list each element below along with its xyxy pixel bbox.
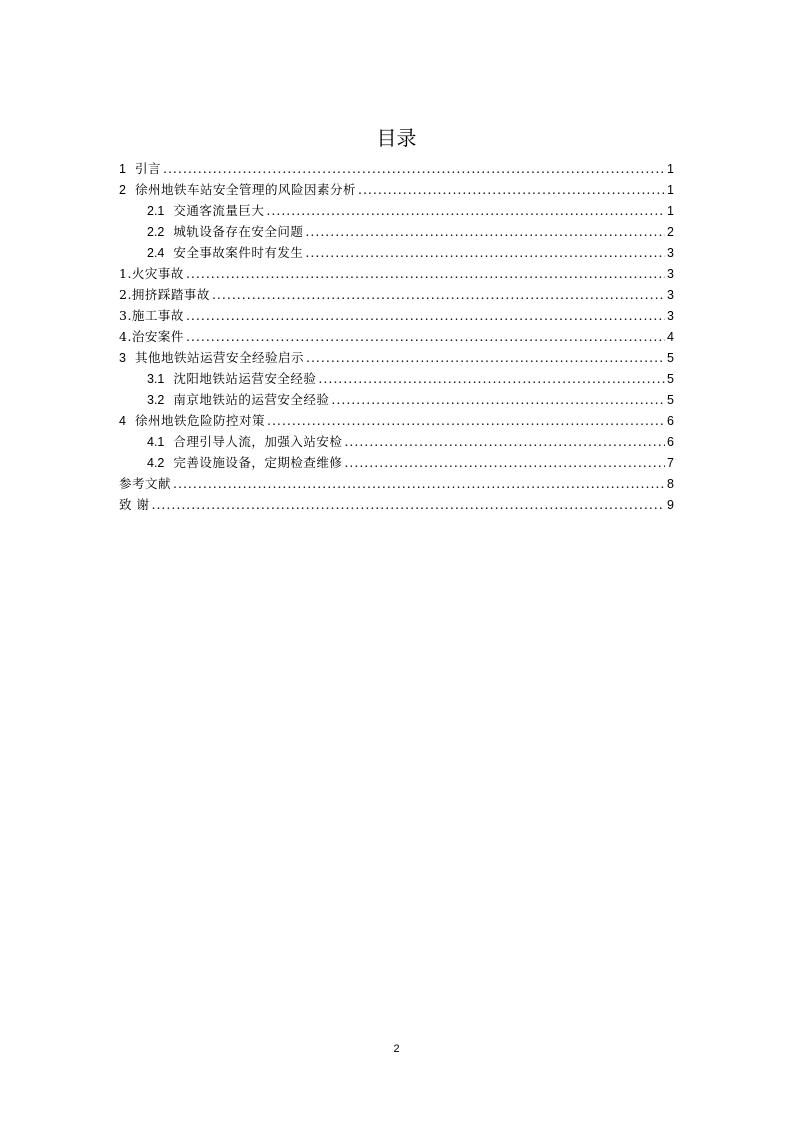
toc-entry[interactable] [147, 201, 674, 221]
toc-entry[interactable] [119, 495, 674, 515]
toc-entry-page: 1 [667, 162, 674, 176]
toc-entry-number: 2.1 [147, 204, 165, 218]
toc-entry-number: 3.1 [147, 372, 165, 386]
toc-entry-page: 5 [667, 372, 674, 386]
dot-leader [186, 264, 665, 284]
toc-entry-text: 1.火灾事故 [119, 266, 184, 281]
dot-leader [358, 180, 665, 200]
dot-leader [267, 411, 665, 431]
dot-leader [344, 432, 665, 452]
toc-entry-text: 3.施工事故 [119, 308, 184, 323]
dot-leader [212, 285, 665, 305]
dot-leader [305, 243, 665, 263]
dot-leader [344, 453, 665, 473]
toc-entry-page: 3 [667, 267, 674, 281]
toc-entry-text: 南京地铁站的运营安全经验 [173, 392, 330, 407]
toc-entry-page: 5 [667, 393, 674, 407]
page-number: 2 [393, 1043, 400, 1055]
toc-entry-page: 1 [667, 204, 674, 218]
toc-entry-page: 7 [667, 456, 674, 470]
toc-entry-text: 交通客流量巨大 [173, 203, 265, 218]
dot-leader [186, 327, 665, 347]
toc-entry-page: 6 [667, 414, 674, 428]
toc-entry-page: 9 [667, 498, 674, 512]
toc-entry-text: 安全事故案件时有发生 [173, 245, 304, 260]
toc-entry-page: 3 [667, 246, 674, 260]
toc-entry-number: 4 [119, 414, 126, 428]
toc-entry-page: 8 [667, 477, 674, 491]
dot-leader [186, 306, 665, 326]
toc-entry-text: 徐州地铁危险防控对策 [134, 413, 265, 428]
toc-entry-text: 4.治安案件 [119, 329, 184, 344]
toc-entry-number: 3 [119, 351, 126, 365]
toc-entry[interactable] [119, 306, 674, 326]
toc-entry[interactable] [119, 327, 674, 347]
toc-entry[interactable] [147, 432, 674, 452]
toc-entry[interactable] [119, 411, 674, 431]
toc-entry[interactable] [119, 180, 674, 200]
toc-entry-page: 3 [667, 309, 674, 323]
toc-entry-page: 1 [667, 183, 674, 197]
toc-entry[interactable] [147, 390, 674, 410]
toc-entry-number: 3.2 [147, 393, 165, 407]
toc-entry-number: 4.2 [147, 456, 165, 470]
toc-entry-page: 5 [667, 351, 674, 365]
toc-entry-text: 徐州地铁车站安全管理的风险因素分析 [134, 182, 356, 197]
toc-entry-number: 1 [119, 162, 126, 176]
toc-entry-text: 沈阳地铁站运营安全经验 [173, 371, 317, 386]
dot-leader [151, 495, 665, 515]
toc-entry-number: 2.4 [147, 246, 165, 260]
toc-entry[interactable] [119, 264, 674, 284]
dot-leader [306, 348, 665, 368]
toc-entry-number: 2.2 [147, 225, 165, 239]
dot-leader [318, 369, 665, 389]
toc-entry-page: 3 [667, 288, 674, 302]
toc-entry[interactable] [147, 243, 674, 263]
dot-leader [266, 201, 665, 221]
toc-entry[interactable] [147, 453, 674, 473]
toc-entry-text: 城轨设备存在安全问题 [173, 224, 304, 239]
toc-entry[interactable] [119, 159, 674, 179]
toc-entry-page: 6 [667, 435, 674, 449]
toc-entry[interactable] [119, 285, 674, 305]
toc-entry-text: 完善设施设备，定期检查维修 [173, 455, 343, 470]
toc-entry-number: 4.1 [147, 435, 165, 449]
toc-entry-text: 合理引导人流，加强入站安检 [173, 434, 343, 449]
toc-entry[interactable] [119, 474, 674, 494]
toc-title: 目录 [376, 126, 417, 150]
dot-leader [331, 390, 665, 410]
toc-entry-number: 2 [119, 183, 126, 197]
toc-entry-page: 2 [667, 225, 674, 239]
toc-entry-text: 其他地铁站运营安全经验启示 [134, 350, 304, 365]
toc-entry-text: 参考文献 [119, 476, 172, 491]
toc-entry-text: 致 谢 [119, 497, 150, 512]
dot-leader [305, 222, 665, 242]
toc-entry-text: 2.拥挤踩踏事故 [119, 287, 210, 302]
toc-entry-text: 引言 [134, 161, 161, 176]
toc-entry[interactable] [147, 222, 674, 242]
toc-entry[interactable] [119, 348, 674, 368]
dot-leader [163, 159, 665, 179]
toc-entry[interactable] [147, 369, 674, 389]
toc-entry-page: 4 [667, 330, 674, 344]
dot-leader [173, 474, 665, 494]
